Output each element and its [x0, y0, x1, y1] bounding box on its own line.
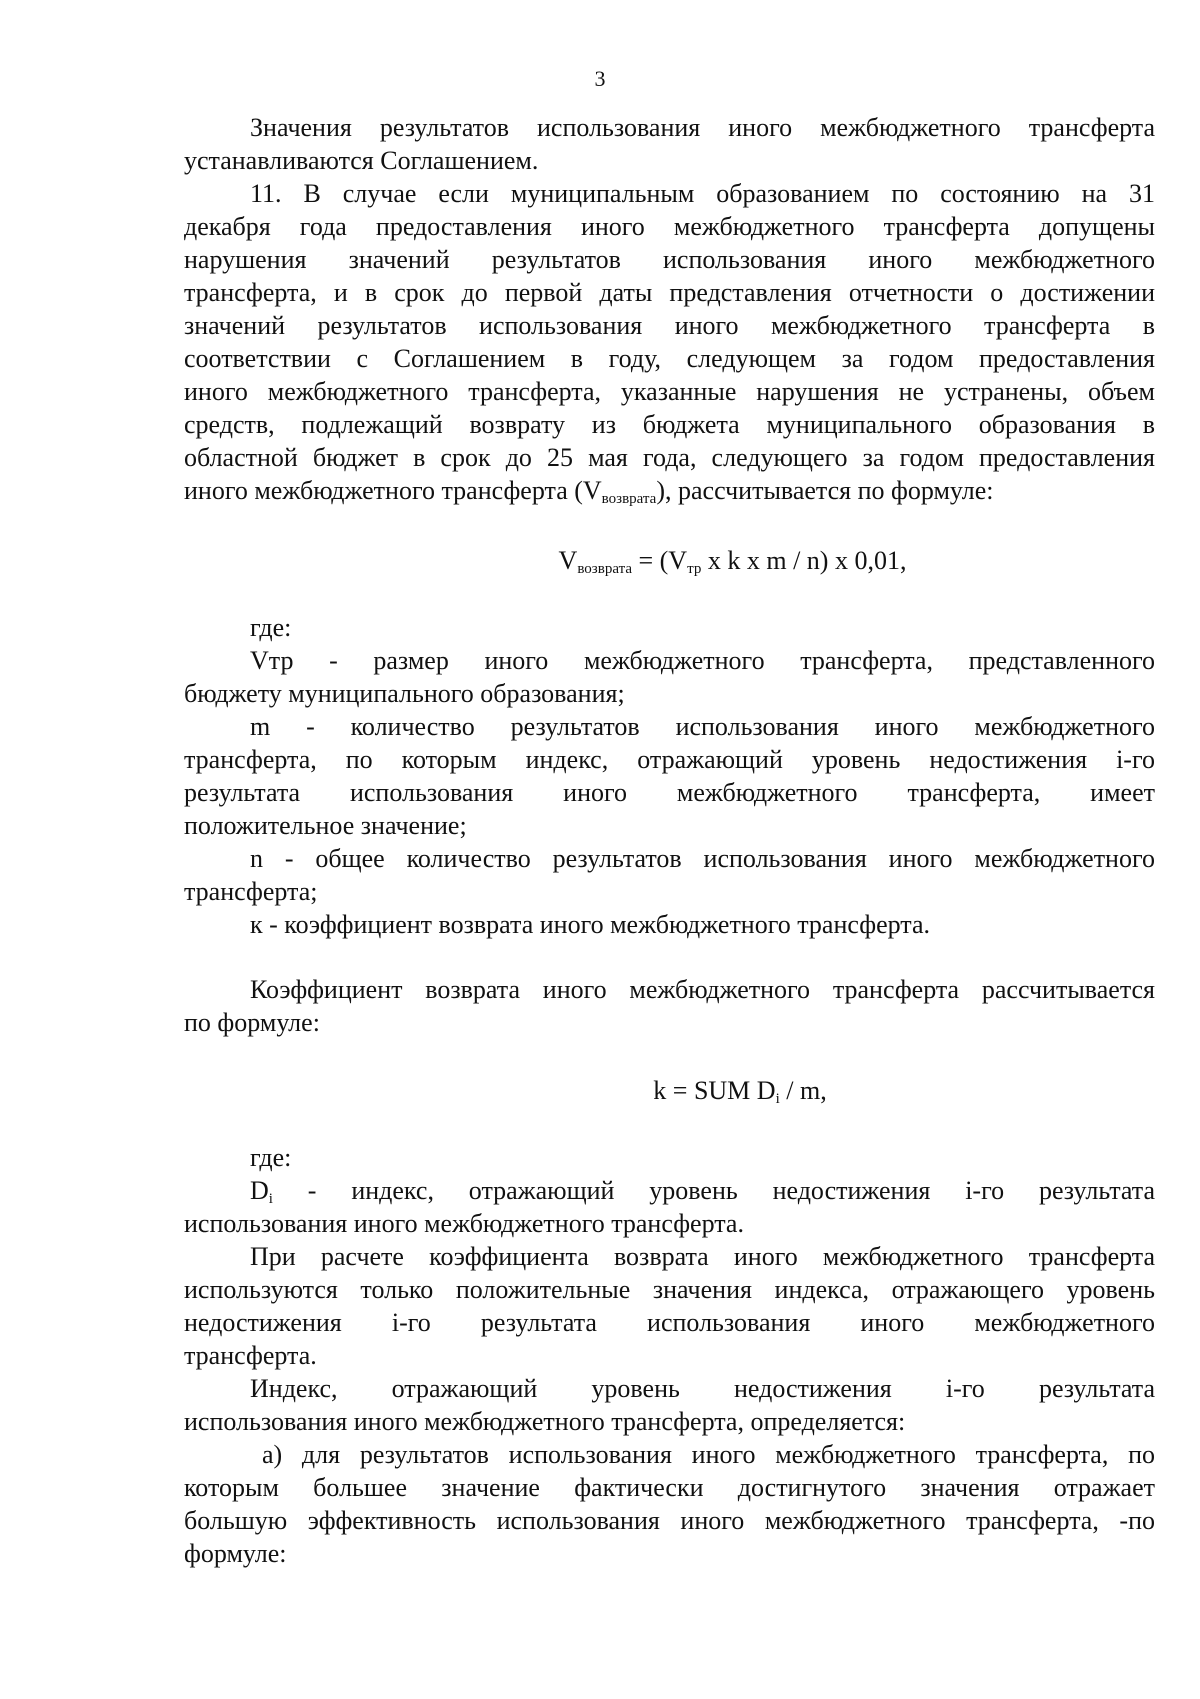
text-line: использования иного межбюджетного трансферта, определяется: [184, 1407, 906, 1436]
text-line: устанавливаются Соглашением. [184, 146, 539, 175]
text-line: При расчете коэффициента возврата иного межбюджетного трансферта [250, 1242, 1155, 1271]
text-line: иного межбюджетного трансферта, указанные нарушения не устранены, объем [184, 377, 1155, 406]
text-line: бюджету муниципального образования; [184, 679, 625, 708]
where-label: где: [250, 1143, 292, 1172]
text-line: по формуле: [184, 1008, 320, 1037]
text-line: средств, подлежащий возврату из бюджета муниципального образования в [184, 410, 1155, 439]
text-line: Коэффициент возврата иного межбюджетного трансферта рассчитывается [250, 975, 1155, 1004]
page-number: 3 [594, 66, 606, 91]
text-line: Значения результатов использования иного межбюджетного трансферта [250, 113, 1155, 142]
text-line: соответствии с Соглашением в году, следующем за годом предоставления [184, 344, 1155, 373]
text-line: положительное значение; [184, 811, 467, 840]
text-line: недостижения i-го результата использования иного межбюджетного [184, 1308, 1155, 1337]
text-line: декабря года предоставления иного межбюджетного трансферта допущены [184, 212, 1155, 241]
formula-coefficient: k = SUM $D_i$ / m, [653, 1076, 827, 1107]
text-line: использования иного межбюджетного трансферта. [184, 1209, 744, 1238]
text-line: трансферта, и в срок до первой даты представления отчетности о достижении [184, 278, 1155, 307]
text-line: результата использования иного межбюджетного трансферта, имеет [184, 778, 1155, 807]
formula-return-volume: $V_{возврата} = (V_{тр}$ x k x m / n) x 0,01, [558, 546, 907, 577]
text-line: значений результатов использования иного межбюджетного трансферта в [184, 311, 1155, 340]
text-line: трансферта, по которым индекс, отражающий уровень недостижения i-го [184, 745, 1155, 774]
definition-n: n - общее количество результатов использования иного межбюджетного [250, 844, 1155, 873]
definition-di: $D_i$ - индекс, отражающий уровень недостижения i-го результата [250, 1176, 1155, 1207]
definition-k: к - коэффициент возврата иного межбюджетного трансферта. [250, 910, 930, 939]
text-line: иного межбюджетного трансферта $(V_{возврата})$, рассчитывается по формуле: [184, 476, 994, 507]
text-line: используются только положительные значения индекса, отражающего уровень [184, 1275, 1155, 1304]
where-label: где: [250, 613, 292, 642]
text-line: областной бюджет в срок до 25 мая года, следующего за годом предоставления [184, 443, 1155, 472]
item-a: а) для результатов использования иного межбюджетного трансферта, по [262, 1440, 1155, 1469]
text-line: большую эффективность использования иного межбюджетного трансферта, -по [184, 1506, 1155, 1535]
text-line: трансферта. [184, 1341, 317, 1370]
paragraph-11-start: 11. В случае если муниципальным образованием по состоянию на 31 [250, 179, 1155, 208]
definition-m: m - количество результатов использования иного межбюджетного [250, 712, 1155, 741]
text-line: нарушения значений результатов использования иного межбюджетного [184, 245, 1155, 274]
definition-vtr: Vтр - размер иного межбюджетного трансферта, представленного [250, 646, 1155, 675]
text-line: трансферта; [184, 877, 318, 906]
text-line: Индекс, отражающий уровень недостижения i-го результата [250, 1374, 1155, 1403]
text-line: формуле: [184, 1539, 287, 1568]
text-line: которым большее значение фактически достигнутого значения отражает [184, 1473, 1155, 1502]
